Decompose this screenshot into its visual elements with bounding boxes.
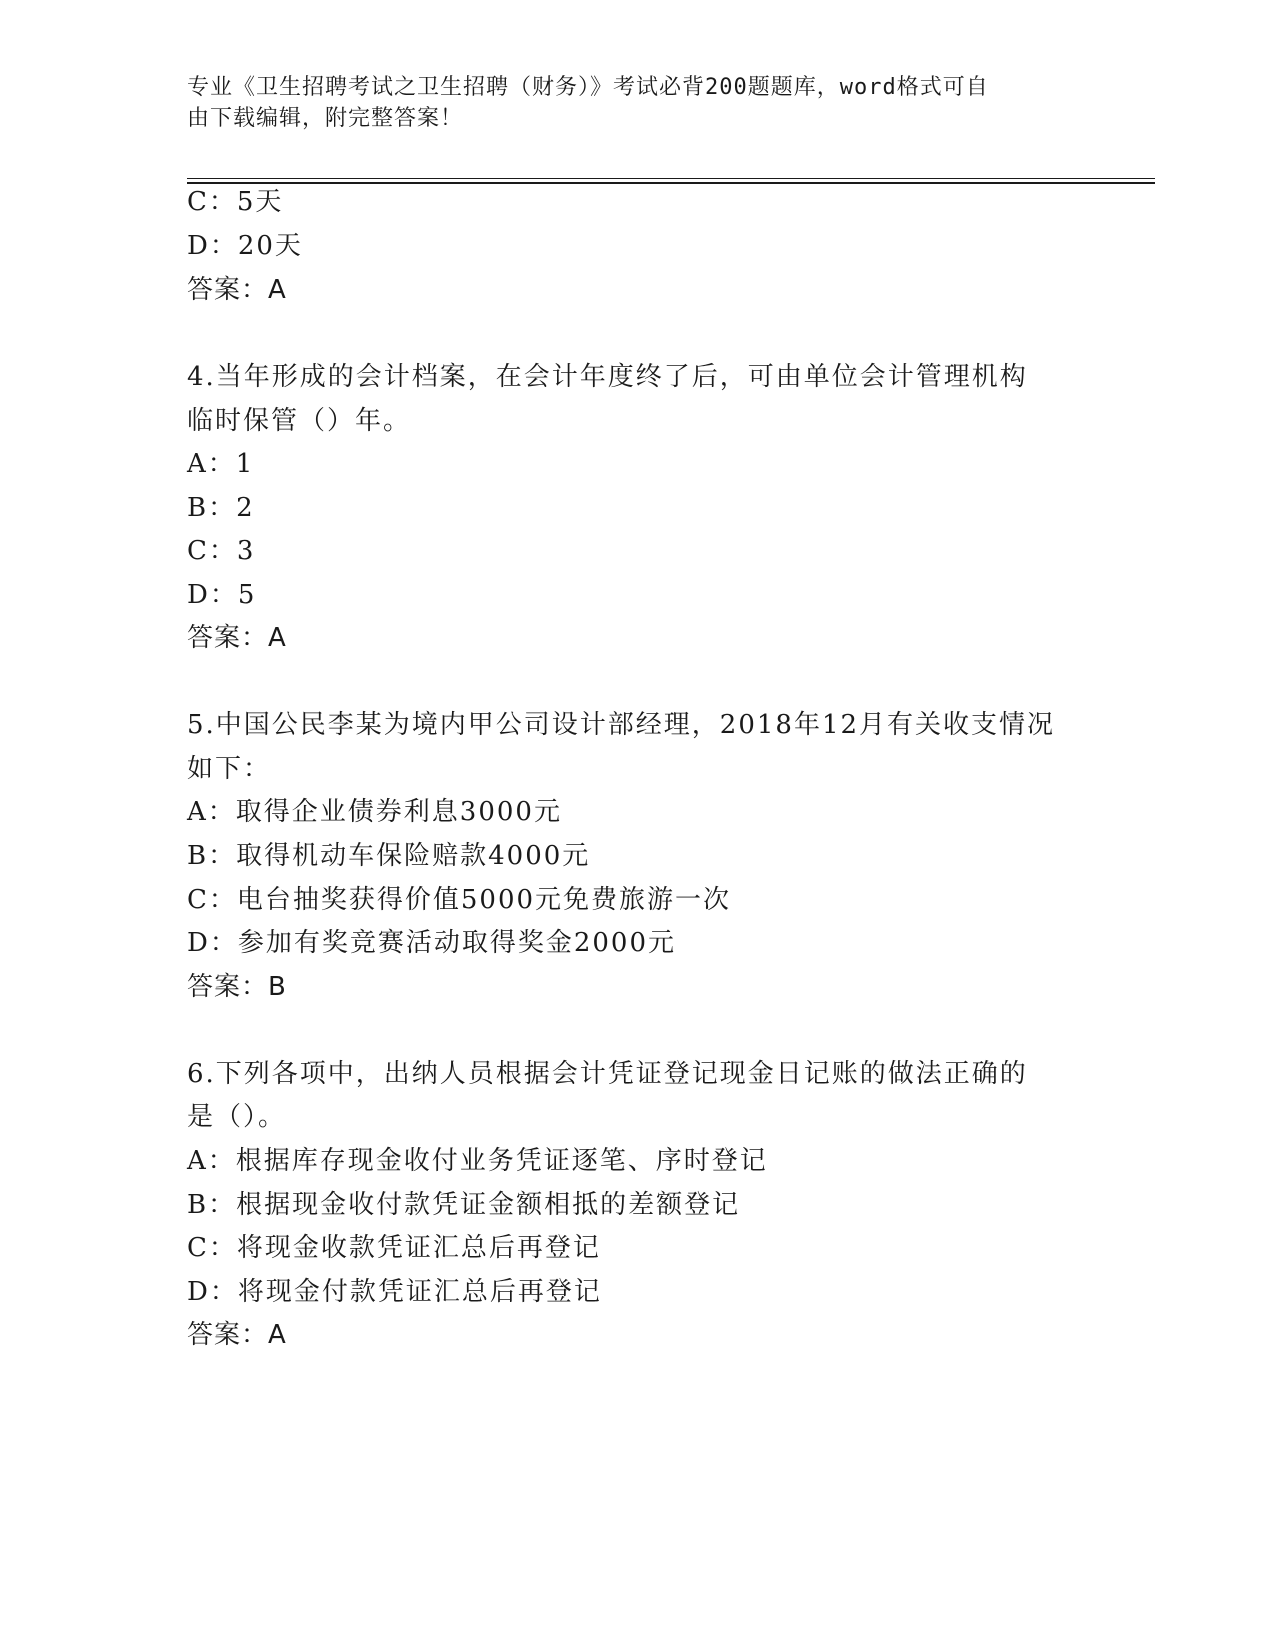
- document-header: [187, 72, 1067, 134]
- header-title-line-1: 专业《卫生招聘考试之卫生招聘（财务）》考试必背200题题库，word格式可自: [187, 75, 989, 100]
- question-5-stem-line-1: 5.中国公民李某为境内甲公司设计部经理，2018年12月有关收支情况: [187, 710, 1056, 740]
- question-6-option-c: C：将现金收款凭证汇总后再登记: [187, 1233, 601, 1263]
- question-4-option-a: A：1: [187, 449, 255, 479]
- question-3-option-d: D：20天: [187, 231, 303, 261]
- question-4-option-c: C：3: [187, 536, 256, 566]
- question-6-option-b: B：根据现金收付款凭证金额相抵的差额登记: [187, 1190, 741, 1220]
- question-6-option-a: A：根据库存现金收付业务凭证逐笔、序时登记: [187, 1146, 768, 1176]
- question-5-stem-line-2: 如下：: [187, 754, 272, 784]
- question-5-option-a: A：取得企业债券利息3000元: [187, 797, 562, 827]
- header-divider-thin: [187, 178, 1155, 179]
- question-5-option-b: B：取得机动车保险赔款4000元: [187, 841, 591, 871]
- question-6-answer: 答案：A: [187, 1320, 287, 1350]
- question-3-option-c: C：5天: [187, 187, 284, 217]
- question-4-answer: 答案：A: [187, 623, 287, 653]
- question-4-option-d: D：5: [187, 580, 257, 610]
- question-5-answer: 答案：B: [187, 972, 287, 1002]
- question-6-stem-line-1: 6.下列各项中，出纳人员根据会计凭证登记现金日记账的做法正确的: [187, 1059, 1028, 1089]
- question-5-option-c: C：电台抽奖获得价值5000元免费旅游一次: [187, 885, 732, 915]
- header-divider-thick: [187, 182, 1155, 184]
- question-5-option-d: D：参加有奖竞赛活动取得奖金2000元: [187, 928, 677, 958]
- header-title-line-2: 由下载编辑，附完整答案！: [187, 106, 464, 131]
- question-6-option-d: D：将现金付款凭证汇总后再登记: [187, 1277, 602, 1307]
- question-4-stem-line-1: 4.当年形成的会计档案，在会计年度终了后，可由单位会计管理机构: [187, 362, 1028, 392]
- question-6-stem-line-2: 是（）。: [187, 1102, 287, 1132]
- question-4-stem-line-2: 临时保管（）年。: [187, 406, 412, 436]
- question-3-answer: 答案：A: [187, 275, 287, 305]
- question-4-option-b: B：2: [187, 493, 255, 523]
